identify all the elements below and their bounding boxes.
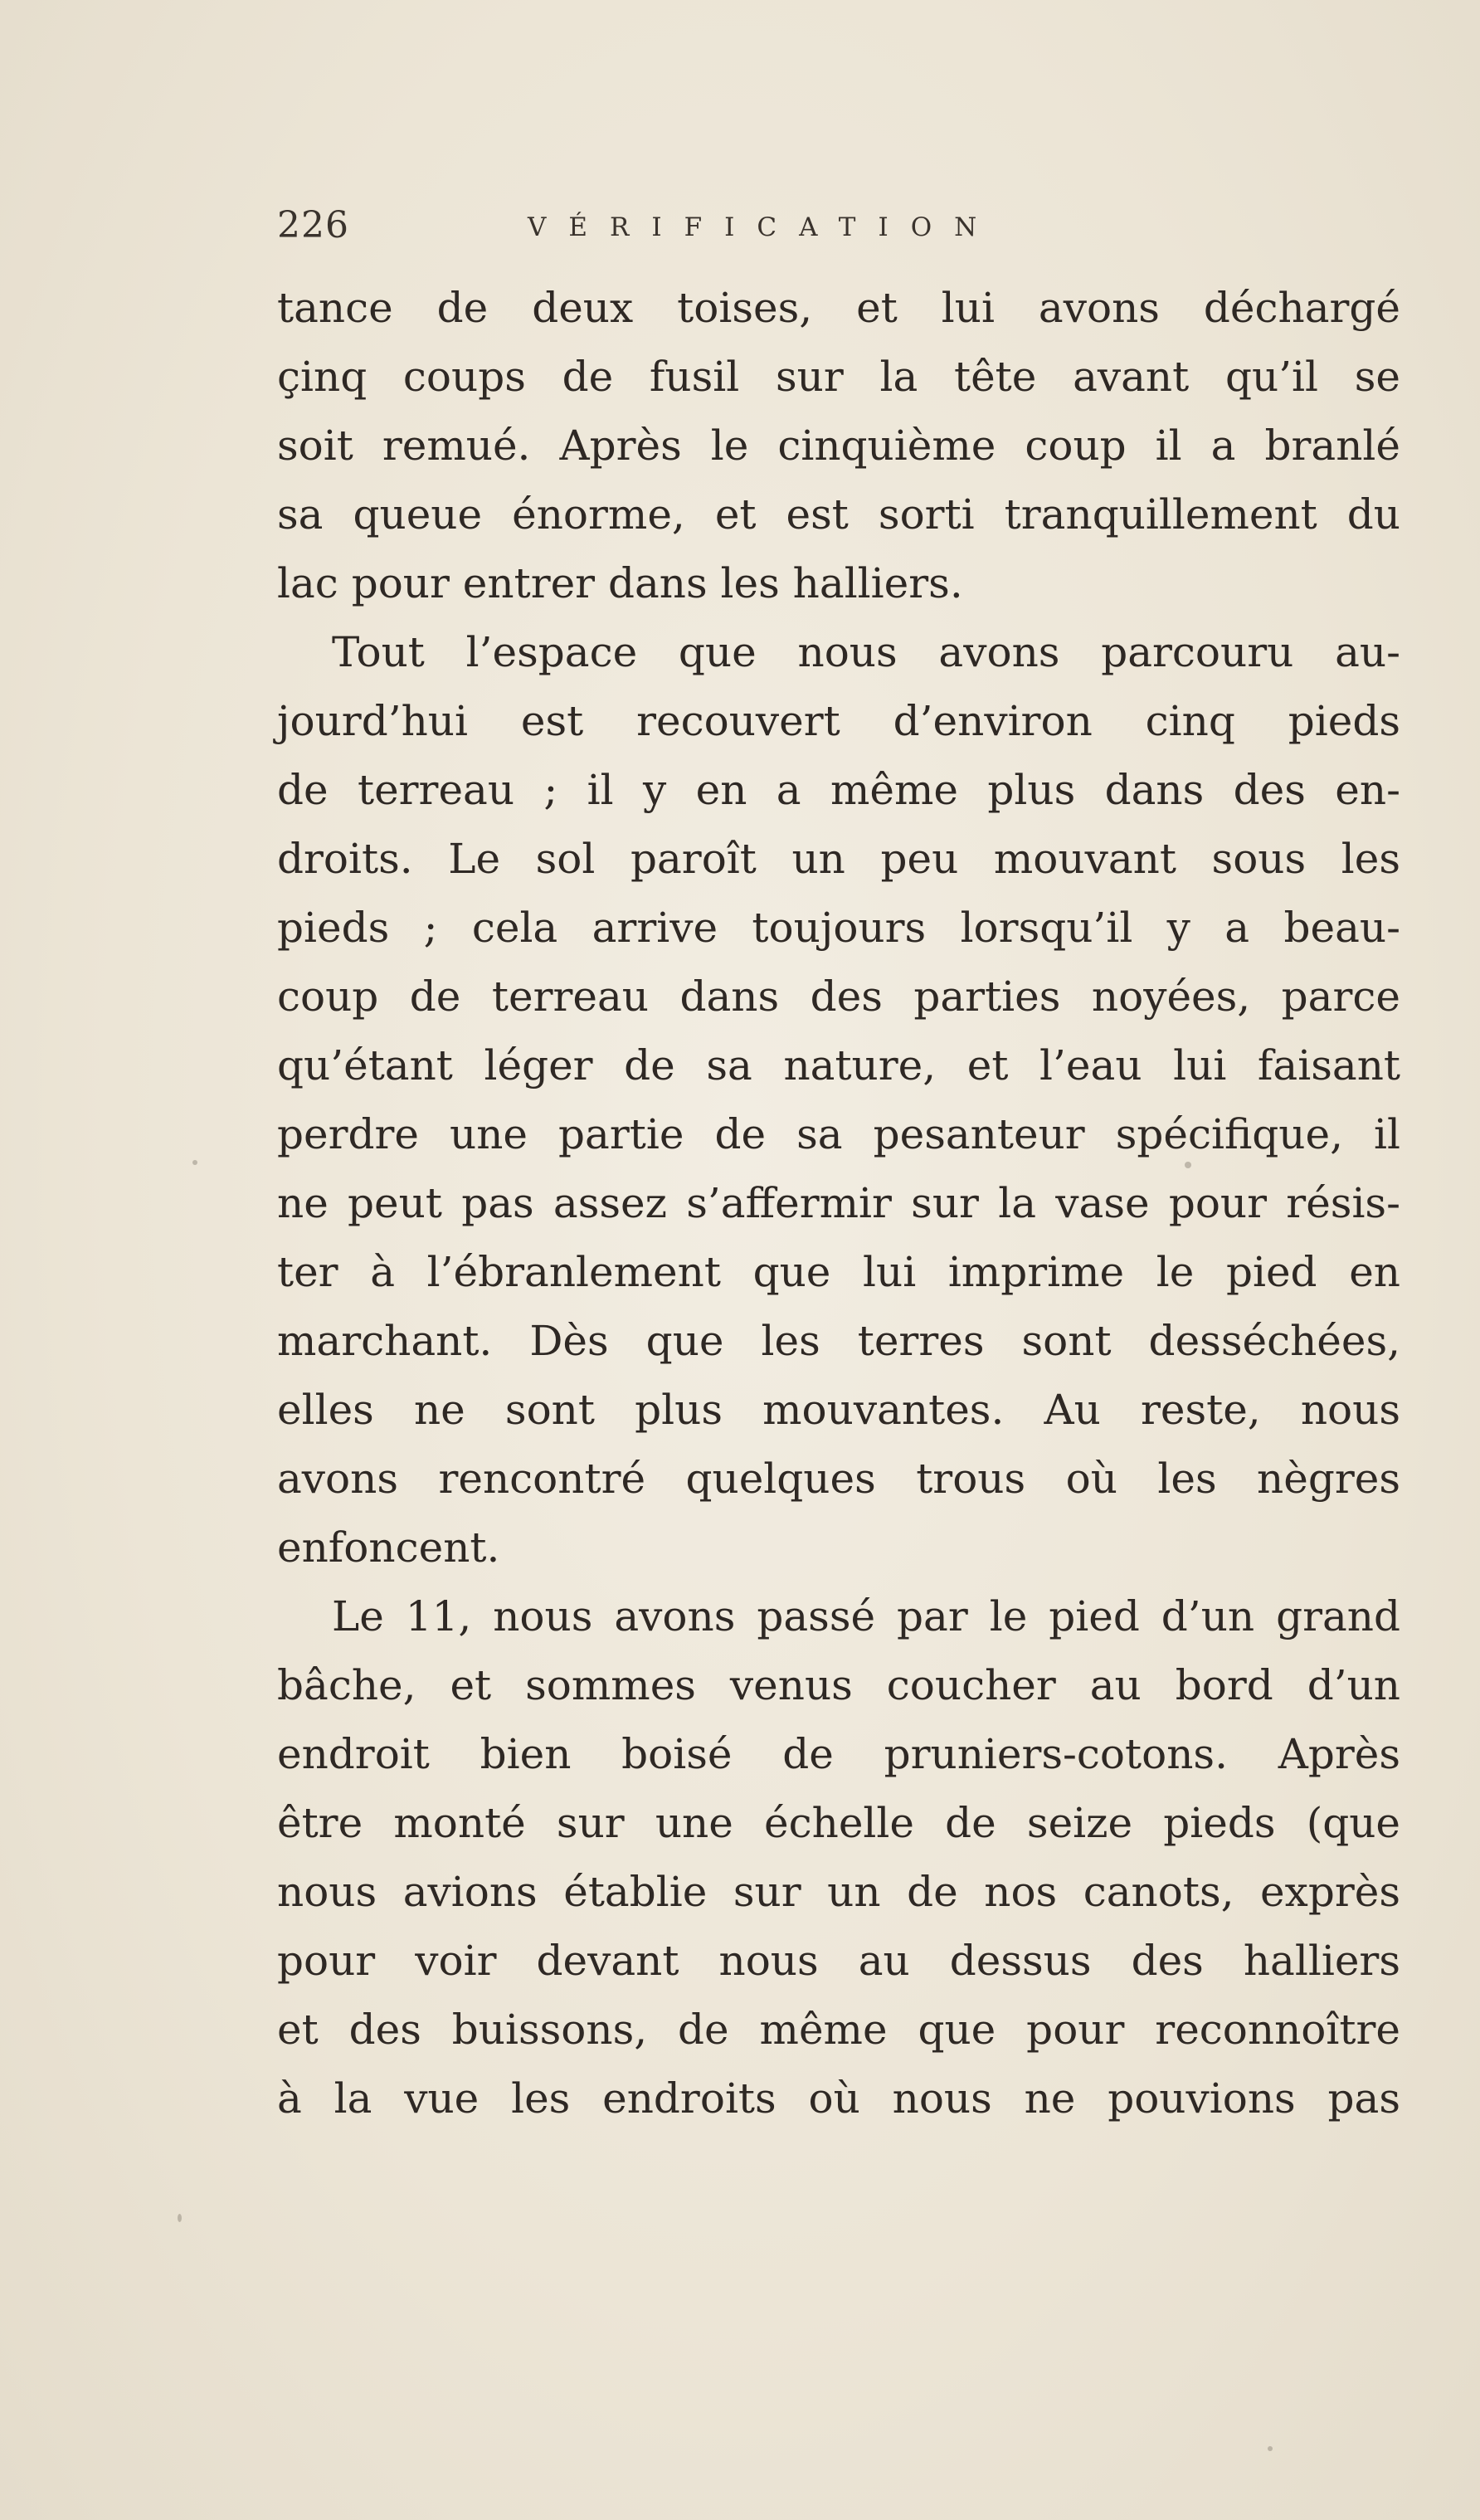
text-line: pour voir devant nous au dessus des halliers: [277, 1937, 1400, 1985]
text-line: droits. Le sol paroît un peu mouvant sous les: [277, 835, 1400, 883]
text-line: bâche, et sommes venus coucher au bord d’un: [277, 1661, 1400, 1709]
text-line: ne peut pas assez s’affermir sur la vase pour résis-: [277, 1179, 1400, 1227]
text-line: elles ne sont plus mouvantes. Au reste, nous: [277, 1386, 1400, 1434]
page-number: 226: [277, 204, 349, 246]
paper-speck: [192, 1160, 197, 1165]
text-line: jourd’hui est recouvert d’environ cinq pieds: [277, 697, 1400, 745]
text-line: soit remué. Après le cinquième coup il a branlé: [277, 422, 1400, 470]
text-line: marchant. Dès que les terres sont desséchées,: [277, 1317, 1400, 1365]
text-line: sa queue énorme, et est sorti tranquillement du: [277, 490, 1400, 539]
paper-speck: [1185, 1162, 1191, 1168]
text-line: çinq coups de fusil sur la tête avant qu’il se: [277, 353, 1400, 401]
text-line: tance de deux toises, et lui avons déchargé: [277, 284, 1400, 332]
text-line: être monté sur une échelle de seize pieds (que: [277, 1799, 1400, 1847]
text-line: enfoncent.: [277, 1523, 500, 1572]
text-line: avons rencontré quelques trous où les nègres: [277, 1455, 1400, 1503]
text-line: perdre une partie de sa pesanteur spécifique, il: [277, 1110, 1400, 1158]
text-line: de terreau ; il y en a même plus dans des en-: [277, 766, 1400, 814]
text-line: lac pour entrer dans les halliers.: [277, 559, 963, 607]
text-line: pieds ; cela arrive toujours lorsqu’il y a beau-: [277, 904, 1400, 952]
running-head: VÉRIFICATION: [528, 212, 1000, 242]
paper-speck: [1268, 2446, 1273, 2451]
text-line: coup de terreau dans des parties noyées, parce: [277, 972, 1400, 1021]
body-text: [277, 274, 1400, 2133]
paper-speck: [178, 2214, 182, 2222]
text-line: ter à l’ébranlement que lui imprime le pied en: [277, 1248, 1400, 1296]
paragraph-start-line: Le 11, nous avons passé par le pied d’un grand: [332, 1592, 1400, 1640]
text-line: nous avions établie sur un de nos canots, exprès: [277, 1868, 1400, 1916]
text-line: endroit bien boisé de pruniers-cotons. Après: [277, 1730, 1400, 1778]
text-line: qu’étant léger de sa nature, et l’eau lui faisant: [277, 1041, 1400, 1089]
page-header: [277, 204, 1439, 254]
paragraph-start-line: Tout l’espace que nous avons parcouru au-: [332, 628, 1400, 676]
text-line: à la vue les endroits où nous ne pouvions pas: [277, 2074, 1400, 2123]
text-line: et des buissons, de même que pour reconnoître: [277, 2006, 1400, 2054]
